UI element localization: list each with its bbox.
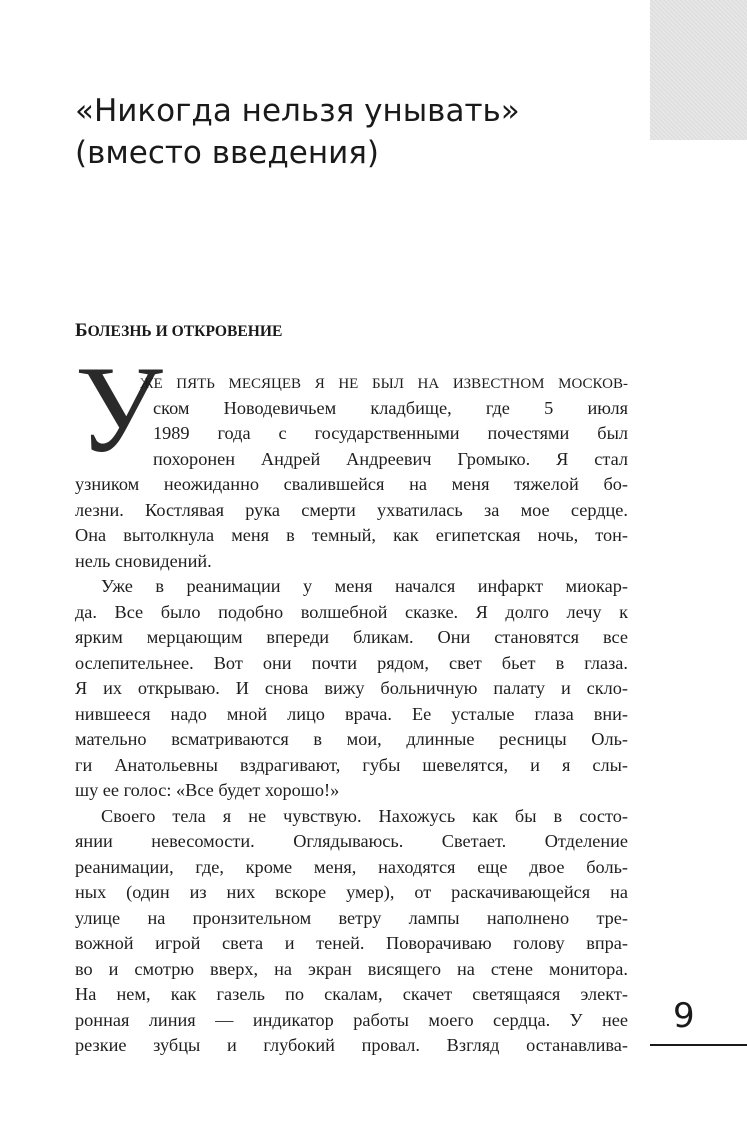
body-line: ги Анатольевны вздрагивают, губы шевелятся, и я слы-	[75, 755, 628, 775]
chapter-title	[75, 90, 635, 174]
body-line: ных (один из них вскоре умер), от раскачивающейся на	[75, 882, 628, 902]
body-line: нель сновидений.	[75, 551, 212, 571]
corner-tab-decoration	[650, 0, 747, 140]
section-heading-rest: ОЛЕЗНЬ И ОТКРОВЕНИЕ	[87, 323, 283, 340]
body-line: ЖЕ ПЯТЬ МЕСЯЦЕВ Я НЕ БЫЛ НА ИЗВЕСТНОМ МОСКОВ-	[140, 376, 628, 392]
drop-cap: У	[75, 341, 163, 478]
body-line: Своего тела я не чувствую. Нахожусь как бы в состо-	[101, 806, 628, 826]
page-number: 9	[673, 996, 695, 1036]
body-line: На нем, как газель по скалам, скачет светящаяся элект-	[75, 984, 628, 1004]
body-line: узником неожиданно свалившейся на меня тяжелой бо-	[75, 474, 628, 494]
body-line: во и смотрю вверх, на экран висящего на стене монитора.	[75, 959, 628, 979]
body-line: мательно всматриваются в мои, длинные ресницы Оль-	[75, 729, 628, 749]
body-line: ярким мерцающим впереди бликам. Они становятся все	[75, 627, 628, 647]
body-line: ронная линия — индикатор работы моего сердца. У нее	[75, 1010, 628, 1030]
section-heading	[75, 320, 282, 342]
body-line: улице на пронзительном ветру лампы наполнено тре-	[75, 908, 628, 928]
body-line: реанимации, где, кроме меня, находятся еще двое боль-	[75, 857, 628, 877]
section-heading-initial: Б	[75, 320, 88, 341]
body-line: ском Новодевичьем кладбище, где 5 июля	[153, 398, 628, 418]
body-line: да. Все было подобно волшебной сказке. Я долго лечу к	[75, 602, 628, 622]
body-line: резкие зубцы и глубокий провал. Взгляд останавлива-	[75, 1035, 628, 1055]
body-line: ослепительнее. Вот они почти рядом, свет бьет в глаза.	[75, 653, 628, 673]
page-number-rule	[650, 1044, 747, 1046]
body-line: Она вытолкнула меня в темный, как египетская ночь, тон-	[75, 525, 628, 545]
body-line: шу ее голос: «Все будет хорошо!»	[75, 780, 340, 800]
body-line: вожной игрой света и теней. Поворачиваю голову впра-	[75, 933, 628, 953]
body-line: лезни. Костлявая рука смерти ухватилась за мое сердце.	[75, 500, 628, 520]
body-line: янии невесомости. Оглядываюсь. Светает. Отделение	[75, 831, 628, 851]
body-line: Уже в реанимации у меня начался инфаркт миокар-	[101, 576, 628, 596]
body-line: Я их открываю. И снова вижу больничную палату и скло-	[75, 678, 628, 698]
body-line: нившееся надо мной лицо врача. Ее усталые глаза вни-	[75, 704, 628, 724]
body-line: 1989 года с государственными почестями был	[153, 423, 628, 443]
chapter-title-line-2: (вместо введения)	[75, 135, 380, 171]
body-line: похоронен Андрей Андреевич Громыко. Я стал	[153, 449, 628, 469]
chapter-title-line-1: «Никогда нельзя унывать»	[75, 93, 520, 129]
